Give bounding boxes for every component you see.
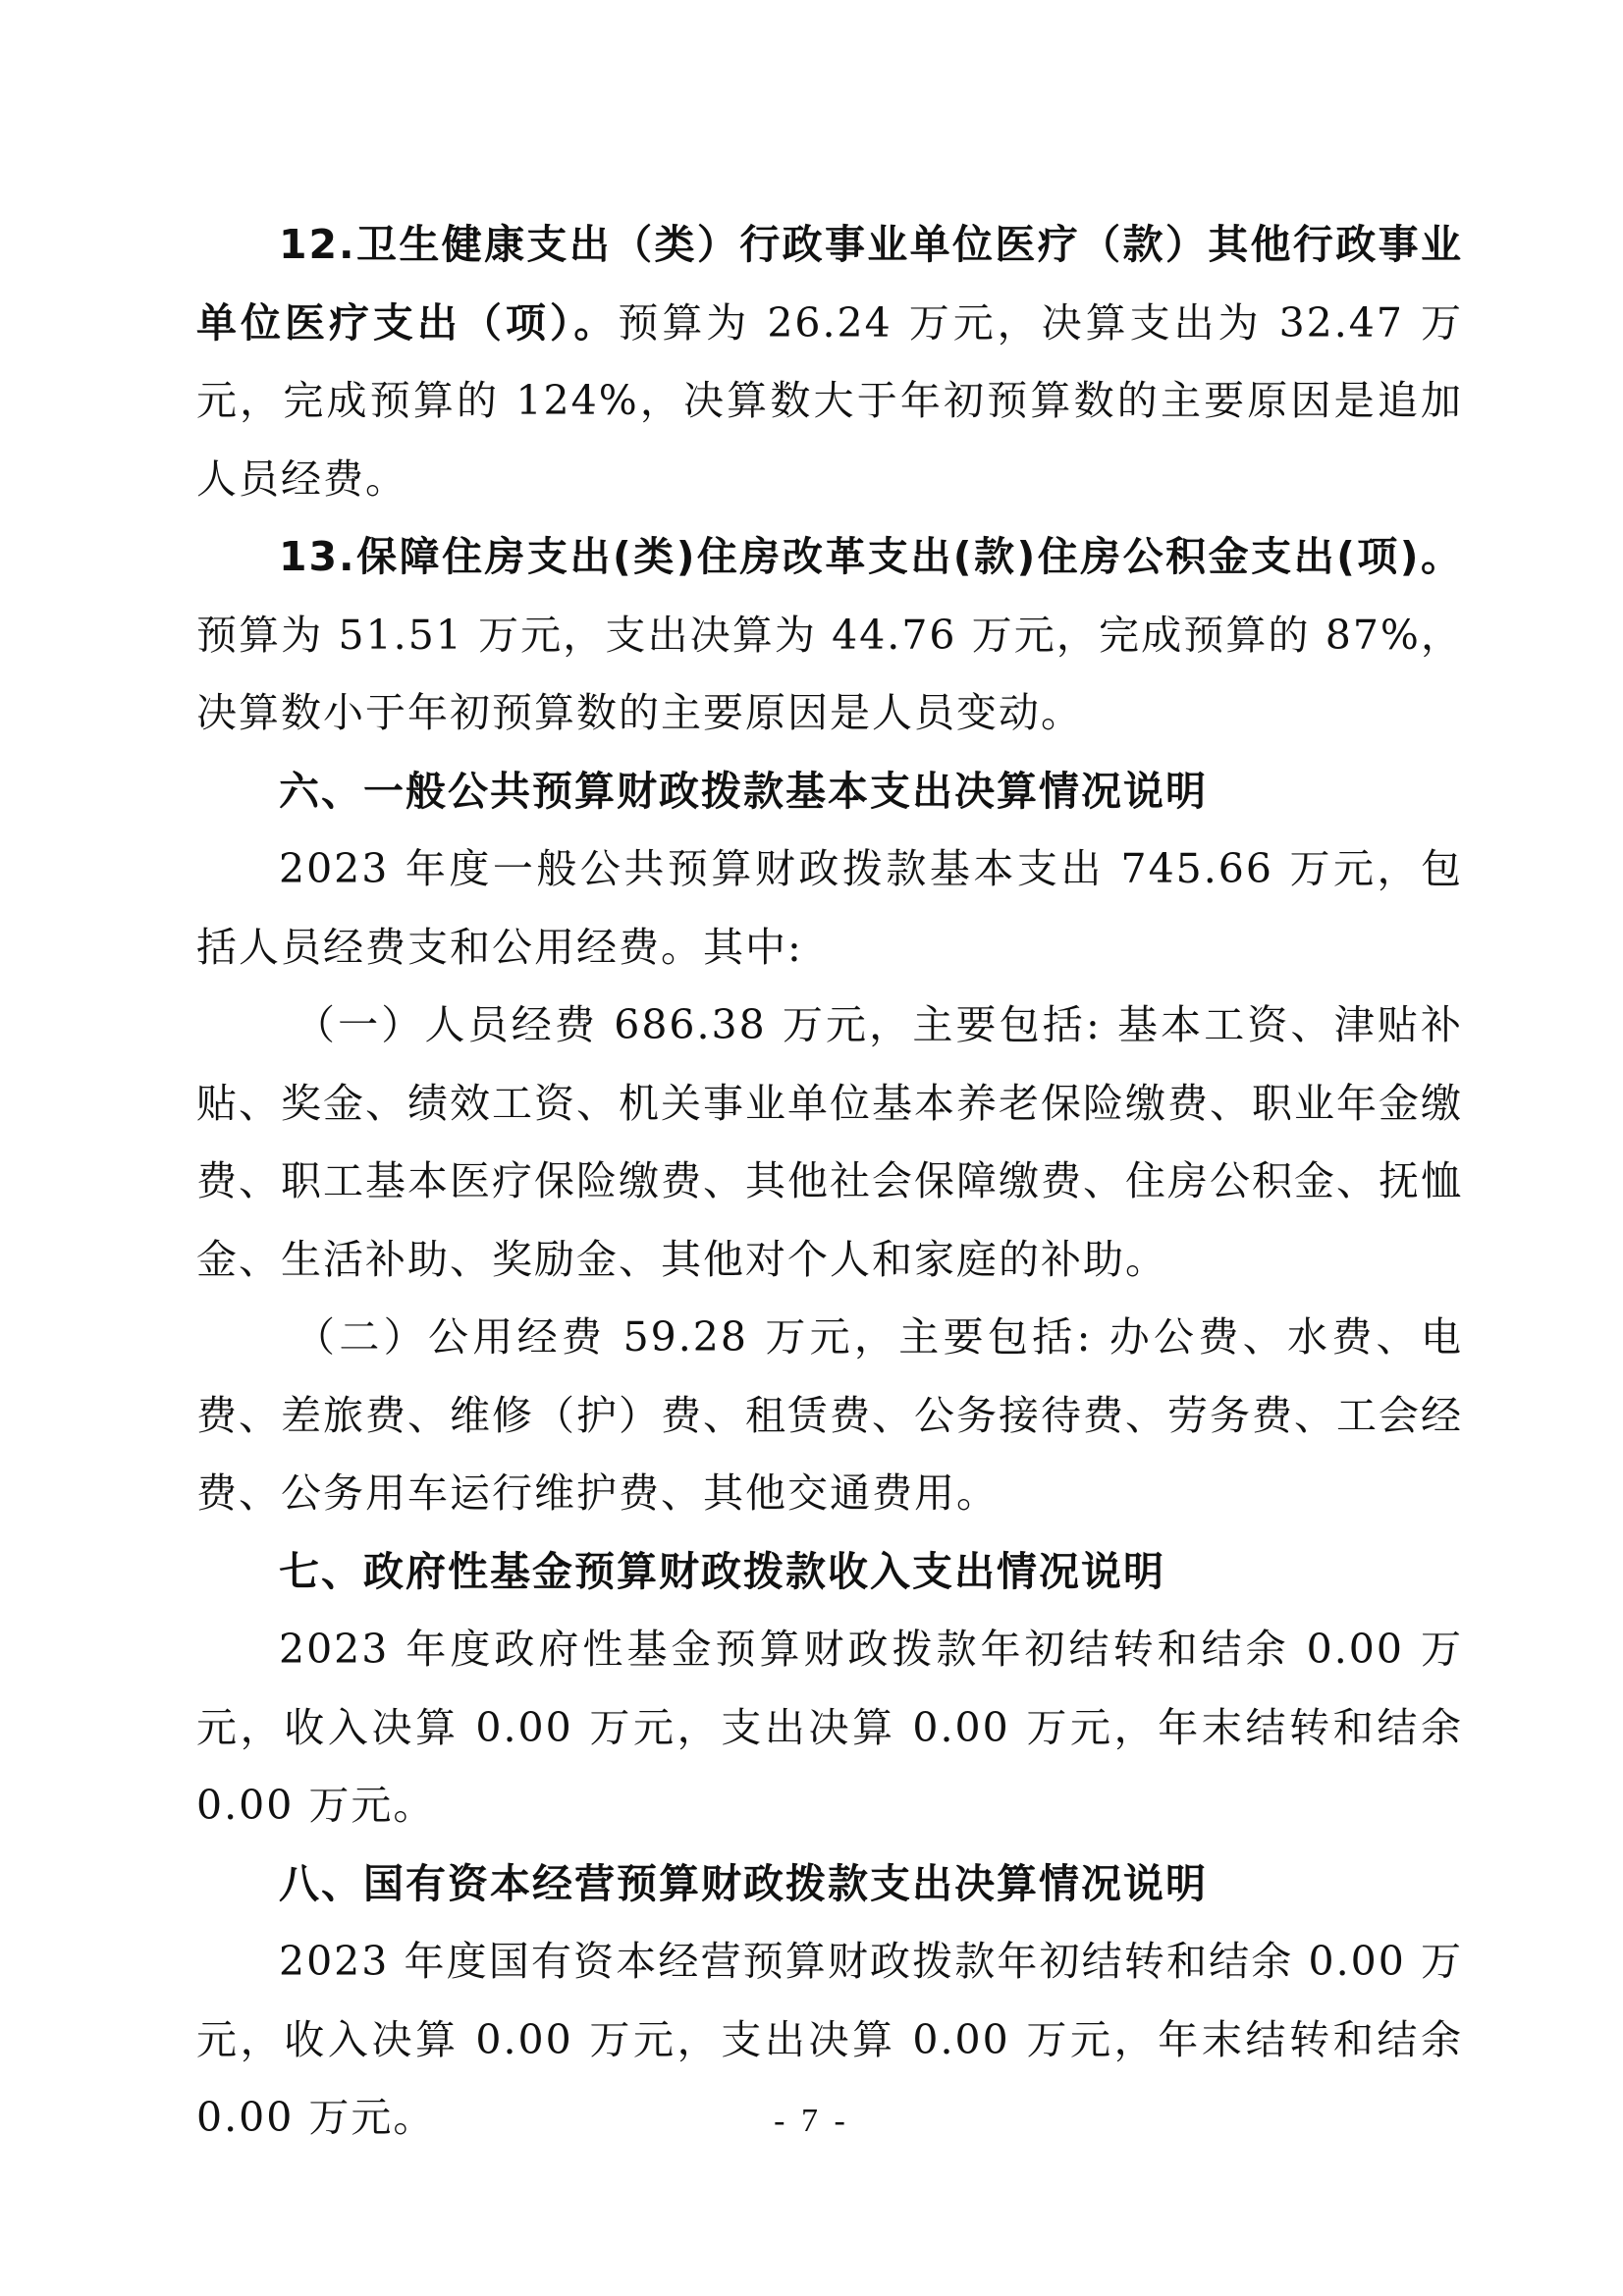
item-13-text: 预算为 51.51 万元，支出决算为 44.76 万元，完成预算的 87%，决算数小于年初预算数的主要原因是人员变动。 xyxy=(196,611,1463,736)
paragraph-item-13 xyxy=(196,518,1463,753)
item-12-text: 预算为 26.24 万元，决算支出为 32.47 万元，完成预算的 124%，决算数大于年初预算数的主要原因是追加人员经费。 xyxy=(196,298,1463,503)
section-7-body: 2023 年度政府性基金预算财政拨款年初结转和结余 0.00 万元，收入决算 0.00 万元，支出决算 0.00 万元，年末结转和结余 0.00 万元。 xyxy=(196,1626,1463,1829)
paragraph-item-12 xyxy=(196,206,1463,518)
section-6-item-personnel: （一）人员经费 686.38 万元，主要包括: 基本工资、津贴补贴、奖金、绩效工资、机关事业单位基本养老保险缴费、职业年金缴费、职工基本医疗保险缴费、其他社会保障缴费、住房公积金、抚恤金、生活补助、奖励金、其他对个人和家庭的补助。 xyxy=(196,1001,1463,1283)
section-8-heading: 八、国有资本经营预算财政拨款支出决算情况说明 xyxy=(279,1859,1208,1907)
section-7-heading: 七、政府性基金预算财政拨款收入支出情况说明 xyxy=(279,1547,1165,1595)
item-13-lead: 13.保障住房支出(类)住房改革支出(款)住房公积金支出(项)。 xyxy=(279,533,1463,580)
section-6-body: 2023 年度一般公共预算财政拨款基本支出 745.66 万元，包括人员经费支和公用经费。其中: xyxy=(196,845,1463,971)
page-number: - 7 - xyxy=(774,2103,849,2139)
document-body xyxy=(196,206,1463,2158)
section-8-body: 2023 年度国有资本经营预算财政拨款年初结转和结余 0.00 万元，收入决算 0.00 万元，支出决算 0.00 万元，年末结转和结余 0.00 万元。 xyxy=(196,1938,1463,2141)
section-6-heading: 六、一般公共预算财政拨款基本支出决算情况说明 xyxy=(279,767,1208,815)
section-6-item-public: （二）公用经费 59.28 万元，主要包括: 办公费、水费、电费、差旅费、维修（护）费、租赁费、公务接待费、劳务费、工会经费、公务用车运行维护费、其他交通费用。 xyxy=(196,1313,1463,1517)
item-12-lead: 12.卫生健康支出（类）行政事业单位医疗（款）其他行政事业单位医疗支出（项）。 xyxy=(196,221,1463,347)
